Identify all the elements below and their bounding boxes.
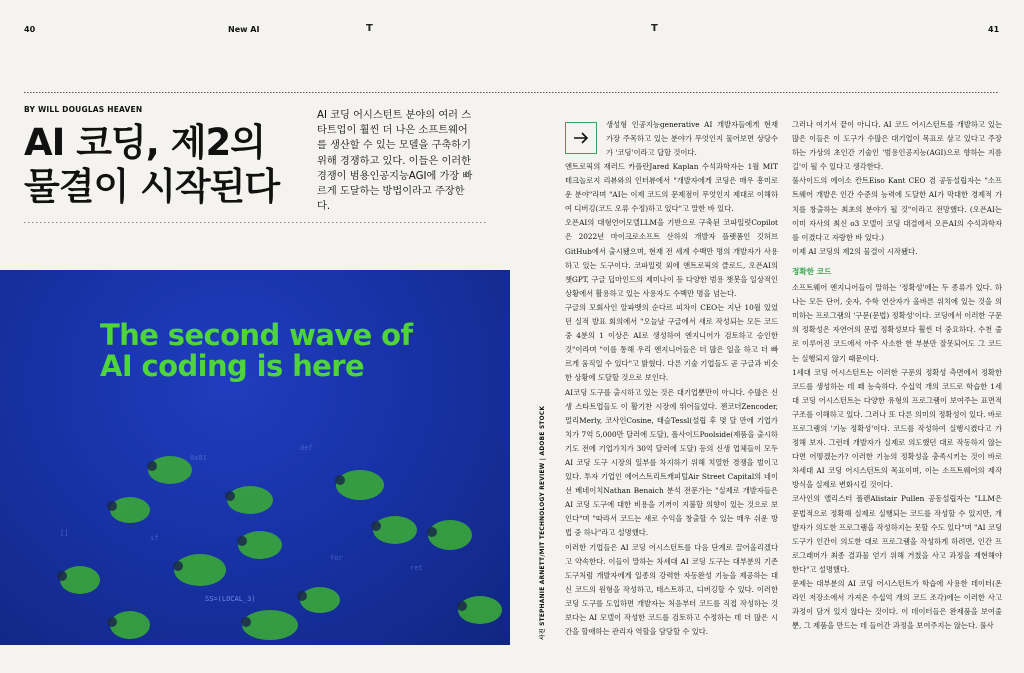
paragraph: 풀사이드의 에이소 칸트Eiso Kant CEO 겸 공동설립자는 "소프트웨어 개발은 인간 수준의 능력에 도달한 AI가 막대한 경제적 가치를 창출하는 최초의 분야가 될 것"이라고 전망했다. (오픈AI는 이미 자사의 최신 o3 모델이 코딩 대결에서 오픈AI의 수석과학자를 이겼다고 자랑한 바 있다.) [792,176,1002,242]
svg-text:[]: [] [60,529,69,537]
top-rule [24,92,998,93]
paragraph: 1세대 코딩 어시스턴트는 이러한 구문의 정확성 측면에서 정확한 코드를 생성하는 데 꽤 능숙하다. 수십억 개의 코드로 학습한 1세대 코딩 어시스턴트는 다양한 유형의 프로그램이 보여주는 표면적 구조를 이해하고 있다. 그러나 또 다른 의미의 정확성이 있다. 바로 프로그램의 '기능 정확성'이다. 코드를 작성하여 실행시켰다고 가정해 보자. 그런데 개발자가 실제로 의도했던 대로 작동하지 않는다면 어떻겠는가? 이러한 기능의 정확성을 충족시키는 것이 바로 차세대 AI 코딩 어시스턴트의 목표이며, 이는 소프트웨어의 제작 방식을 실제로 변화시킬 것이다. [792,367,1002,490]
paragraph: 문제는 대부분의 AI 코딩 어시스턴트가 학습에 사용한 데이터(온라인 저장소에서 가져온 수십억 개의 코드 조각)에는 이러한 사고 과정이 담겨 있지 않다는 것이다. 이 데이터들은 완제품을 보여줄 뿐, 그 제품을 만드는 데 들어간 과정을 보여주지는 않는다. 풀사 [792,579,1002,631]
section-label: New AI [228,25,260,34]
headline-line-2: 물결이 시작된다 [24,165,280,208]
subhead: 정확한 코드 [792,266,832,276]
body-column-2 [792,118,1002,633]
pigeon [60,566,100,594]
pigeon [174,554,226,586]
logo-mark-left: T [366,23,373,34]
hero-photo [0,270,510,645]
paragraph: 그러나 여기서 끝이 아니다. AI 코드 어시스턴트를 개발하고 있는 많은 이들은 이 도구가 수많은 대기업이 목표로 삼고 있다고 주장하는 가상의 초인간 기술인 '범용인공지능(AGI)으로 향하는 지름길'이 될 수 있다고 생각한다. [792,120,1002,172]
logo-mark-right: T [651,23,658,34]
photo-credit: 사진 STEPHANIE ARNETT/MIT TECHNOLOGY REVIEW | ADOBE STOCK [540,405,546,640]
dek: AI 코딩 어시스턴트 분야의 여러 스타트업이 훨씬 더 나은 소프트웨어를 생산할 수 있는 모델을 구축하기 위해 경쟁하고 있다. 이들은 이러한 경쟁이 범용인공지능AGI에 가장 빠르게 도달하는 방법이라고 주장한다. [317,110,473,213]
photo-title-line-2: AI coding is here [100,349,365,383]
svg-text:for: for [330,554,343,562]
paragraph: 오픈AI의 대형언어모델LLM을 기반으로 구축된 코파일럿Copilot은 2022년 마이크로소프트 산하의 개발자 플랫폼인 깃허브GitHub에서 출시됐으며, 현재 전 세계 수백만 명의 개발자가 사용하고 있는 도구이다. 코파일럿 외에 앤트로픽의 클로드, 오픈AI의 챗GPT, 구글 딥마인드의 제미나이 등 다양한 범용 챗봇을 일상적인 상황에서 활용하고 있는 사용자도 수백만 명을 넘는다. [565,218,778,298]
paragraph: 이러한 기업들은 AI 코딩 어시스턴트를 다음 단계로 끌어올리겠다고 약속한다. 이들이 말하는 차세대 AI 코딩 도구는 대부분의 기존 도구처럼 개발자에게 일종의 강력한 자동완성 기능을 제공하는 대신 코드의 원형을 작성하고, 테스트하고, 디버깅할 수 있다. 이러한 코딩 도구를 도입하면 개발자는 처음부터 코드를 직접 작성하는 것보다는 AI 모델이 작성한 코드를 검토하고 수정하는 데 더 많은 시간을 할애하는 관리자 역할을 담당할 수 있다. [565,542,778,637]
body-column-1 [565,160,778,639]
pigeons-illustration [0,270,510,645]
svg-text:ret: ret [410,564,423,572]
headline [24,121,279,209]
page-number-left: 40 [24,25,36,34]
pigeon [373,516,417,544]
arrow-icon [565,122,597,154]
pigeon [242,610,298,640]
paragraph: 이제 AI 코딩의 제2의 물결이 시작됐다. [792,246,918,256]
paragraph: 구글의 모회사인 알파벳의 순다르 피차이 CEO는 지난 10월 있었던 실적 발표 회의에서 "오늘날 구글에서 새로 작성되는 모든 코드 중 4분의 1 이상은 AI로 생성하여 엔지니어가 검토하고 승인한 것"이라며 "이를 통해 우리 엔지니어들은 더 많은 일을 하고 더 빠르게 움직일 수 있다"고 밝혔다. 다른 기술 기업들도 곧 구글과 비슷한 상황에 도달할 것으로 보인다. [565,302,778,383]
byline: BY WILL DOUGLAS HEAVEN [24,105,143,114]
pigeon [110,497,150,523]
photo-title-line-1: The second wave of [100,318,413,352]
photo-code-snippet: SS=(LOCAL_3) [205,595,256,603]
paragraph: 소프트웨어 엔지니어들이 말하는 '정확성'에는 두 종류가 있다. 하나는 모든 단어, 숫자, 수학 연산자가 올바른 위치에 있는 것을 의미하는 프로그램의 '구문(문법) 정확성'이다. 코딩에서 이러한 구문의 정확성은 자연어의 문법 정확성보다 훨씬 더 중요하다. 수천 줄로 이루어진 코드에서 아주 사소한 한 부분만 잘못되어도 그 코드는 실행되지 않기 때문이다. [792,283,1002,363]
pigeon [336,470,384,500]
pigeon [227,486,273,514]
intro-paragraph: 생성형 인공지능generative AI 개발자들에게 현재 가장 주목하고 있는 분야가 무엇인지 물어보면 상당수가 '코딩'이라고 답할 것이다. [606,120,778,158]
svg-text:def: def [300,444,313,452]
svg-text:if: if [150,534,159,542]
arrow-right-icon [573,132,589,144]
paragraph: 코사인의 앨리스터 폴렌Alistair Pullen 공동설립자는 "LLM은 문법적으로 정확해 실제로 실행되는 코드를 작성할 수 있지만, 개발자가 의도한 프로그램을 작성하지는 못할 수도 있다"며 "AI 코딩 도구가 인간이 의도한 대로 프로그램을 작성하게 하려면, 인간 프로그래머가 최종 결과물 얻기 위해 거쳤을 사고 과정을 재현해야 한다"고 설명했다. [792,494,1002,574]
paragraph: 앤트로픽의 재러드 카플란Jared Kaplan 수석과학자는 1월 MIT 테크놀로지 리뷰와의 인터뷰에서 "개발자에게 코딩은 매우 흥미로운 분야"라며 "AI는 이제 코드의 문제점이 무엇인지 제대로 이해하여 디버깅(코드 오류 수정)하고 있다"고 말한 바 있다. [565,162,778,214]
paragraph: AI코딩 도구를 출시하고 있는 것은 대기업뿐만이 아니다. 수많은 신생 스타트업들도 이 활기찬 시장에 뛰어들었다. 젠코더Zencoder, 멀리Merly, 코사인Cosine, 태슬Tessl(설립 후 몇 달 만에 기업가치가 7억 5,000만 달러에 도달), 폴사이드Poolside(제품을 출시하기도 전에 기업가치가 30억 달러에 도달) 등의 신생 업체들이 모두 AI 코딩 도구 시장의 일부를 차지하기 위해 치열한 경쟁을 벌이고 있다. 투자 기업인 에어스트리트캐피털Air Street Capital의 네이선 베네이치Nathan Benaich 분석 전문가는 "실제로 개발자들은 AI 코딩 도구에 대한 비용을 기꺼이 지불할 의향이 있는 것으로 보인다"며 "따라서 코드는 새로 수익을 창출할 수 있는 매우 쉬운 방법 중 하나"라고 설명했다. [565,387,778,538]
headline-line-1: AI 코딩, 제2의 [24,121,265,164]
divider [24,222,486,223]
svg-text:0x01: 0x01 [190,454,207,462]
page-number-right: 41 [988,25,1000,34]
pigeon [300,587,340,613]
